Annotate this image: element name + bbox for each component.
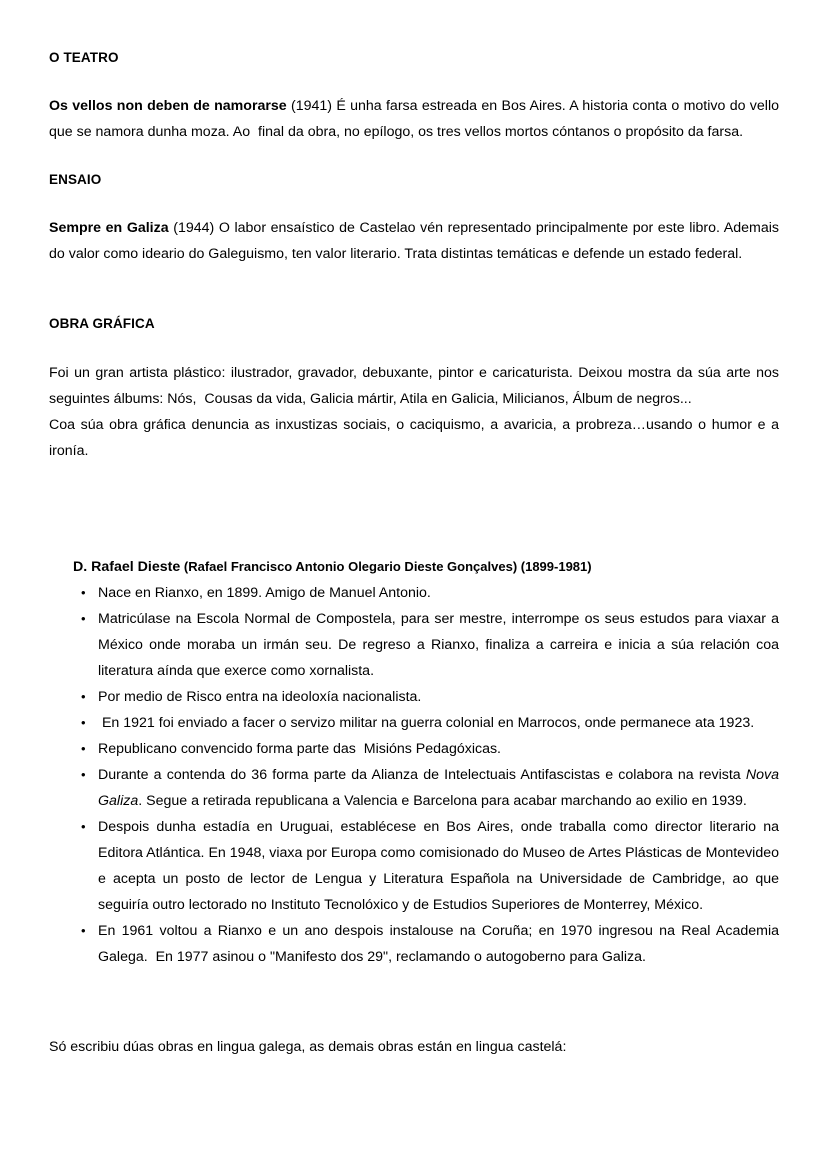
list-item-text: Por medio de Risco entra na ideoloxía nacionalista. [98, 688, 422, 705]
list-item-text-before-italic: Durante a contenda do 36 forma parte da Alianza de Intelectuais Antifascistas e colabora na revista [98, 766, 746, 783]
paragraph-ensaio [49, 215, 783, 267]
paragraph-obra-grafica-1: Foi un gran artista plástico: ilustrador, gravador, debuxante, pintor e caricaturista. Deixou mostra da súa arte nos seguintes álbums: Nós, Cousas da vida, Galicia mártir, Atila en Galicia, Milicianos, Álbum de negros... [49, 364, 783, 407]
list-item-text: Matricúlase na Escola Normal de Compostela, para ser mestre, interrompe os seus estudos para viaxar a México onde moraba un irmán seu. De regreso a Rianxo, finaliza a carreira e inicia a súa relación coa literatura aínda que exerce como xornalista. [98, 610, 783, 679]
list-item [73, 918, 783, 970]
spacer [49, 189, 779, 215]
paragraph-ensaio-text: (1944) O labor ensaístico de Castelao vén representado principalmente por este libro. Ademais do valor como ideario do Galeguismo, ten valor literario. Trata distintas temáticas e defende un estado federal. [49, 220, 783, 263]
spacer [49, 464, 779, 490]
work-title-teatro: Os vellos non deben de namorarse [49, 98, 287, 115]
list-item-text: Nace en Rianxo, en 1899. Amigo de Manuel Antonio. [98, 584, 431, 601]
list-item-italic-title: Nova Galiza [98, 766, 783, 809]
list-item-text: En 1921 foi enviado a facer o servizo militar na guerra colonial en Marrocos, onde permanece ata 1923. [98, 714, 755, 731]
person-entry-title [73, 554, 779, 580]
work-title-ensaio: Sempre en Galiza [49, 220, 169, 237]
spacer [49, 67, 779, 93]
list-item [73, 606, 783, 684]
list-item-text: En 1961 voltou a Rianxo e un ano despois instalouse na Coruña; en 1970 ingresou na Real Academia Galega. En 1977 asinou o "Manifesto dos 29", reclamando o autogoberno para Galiza. [98, 922, 783, 965]
spacer [49, 996, 779, 1022]
spacer [49, 293, 779, 315]
spacer [49, 267, 779, 293]
person-entry-name: Rafael Dieste [91, 558, 181, 575]
spacer [49, 490, 779, 516]
list-item-text: Republicano convencido forma parte das Misións Pedagóxicas. [98, 740, 501, 757]
spacer [49, 542, 779, 554]
paragraph-teatro-text: (1941) É unha farsa estreada en Bos Aires. A historia conta o motivo do vello que se namora dunha moza. Ao final da obra, no epílogo, os tres vellos mortos cóntanos o propósito da farsa. [49, 98, 783, 141]
person-entry-marker: D. [73, 558, 88, 575]
paragraph-teatro [49, 93, 783, 145]
list-item [73, 762, 783, 814]
section-heading-ensaio: ENSAIO [49, 172, 102, 188]
list-item-text: Despois dunha estadía en Uruguai, establécese en Bos Aires, onde traballa como director literario na Editora Atlántica. En 1948, viaxa por Europa como comisionado do Museo de Artes Plásticas de Montevideo e acepta un posto de lector de Lengua y Literatura Española na Universidade de Cambridge, ao que seguiría outro lectorado no Instituto Tecnolóxico y de Estudios Superiores de Monterrey, México. [98, 818, 783, 913]
spacer [49, 1022, 779, 1034]
spacer [49, 970, 779, 996]
spacer [49, 334, 779, 360]
spacer [49, 516, 779, 542]
section-heading-obra-grafica: OBRA GRÁFICA [49, 316, 155, 332]
closing-note: Só escribiu dúas obras en lingua galega, as demais obras están en lingua castelá: [49, 1038, 567, 1055]
person-entry-full-name: (Rafael Francisco Antonio Olegario Dieste Gonçalves) (1899-1981) [183, 558, 592, 574]
section-heading-teatro: O TEATRO [49, 50, 119, 65]
list-item [73, 710, 779, 736]
spacer [49, 145, 779, 171]
list-item [73, 684, 779, 710]
list-item [73, 580, 779, 606]
list-item-text-after-italic: . Segue a retirada republicana a Valencia e Barcelona para acabar marchando ao exilio en 1939. [138, 792, 747, 809]
paragraph-obra-grafica-2: Coa súa obra gráfica denuncia as inxustizas sociais, o caciquismo, a avaricia, a probreza…usando o humor e a ironía. [49, 416, 783, 459]
person-entry-bullet-list [73, 580, 783, 970]
person-entry-rafael-dieste [73, 554, 783, 970]
list-item [73, 814, 783, 918]
list-item [73, 736, 779, 762]
